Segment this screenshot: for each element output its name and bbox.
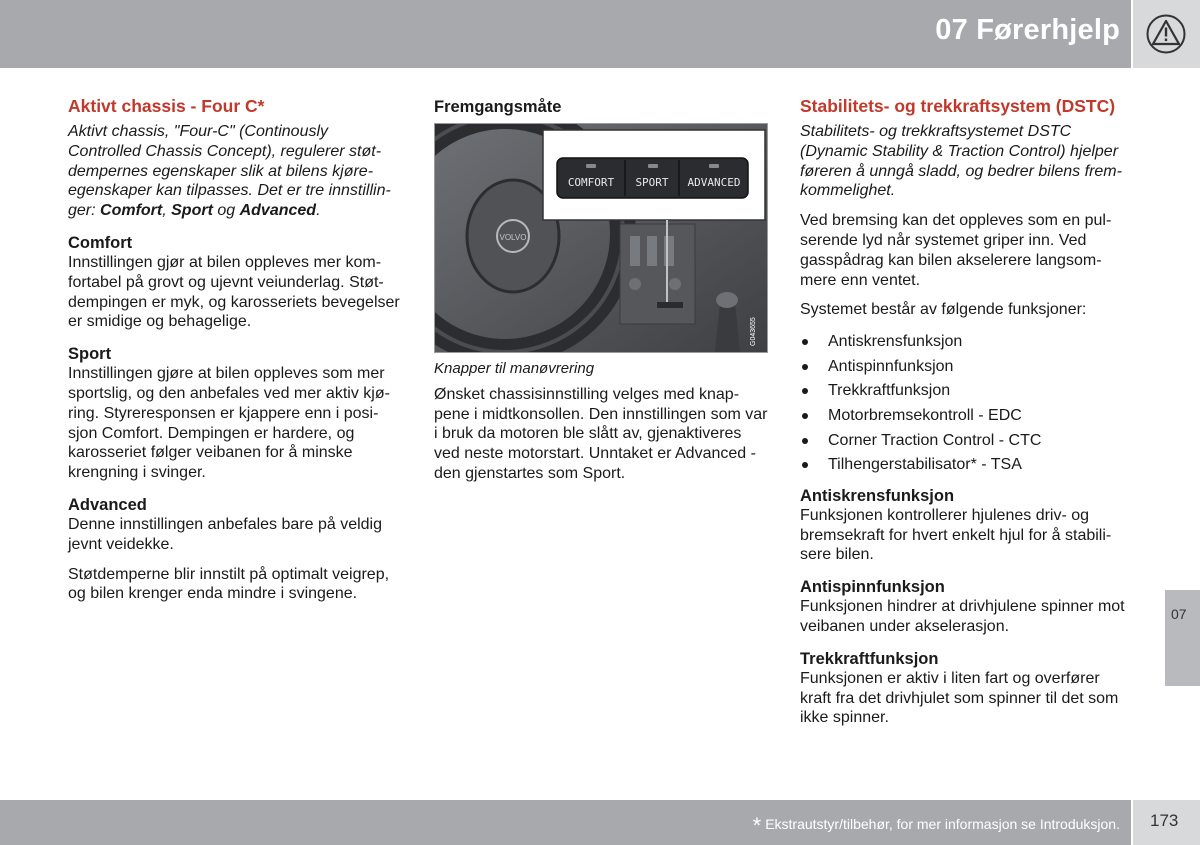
dashboard-figure [434, 123, 768, 353]
figure-code: G043655 [750, 317, 757, 346]
sport-button-label: SPORT [635, 176, 669, 189]
trekkraft-text: Funksjonen er aktiv i liten fart og overfører kraft fra det drivhjulet som spinner til det som ikke spinner. [800, 669, 1119, 727]
dashboard-illustration [435, 124, 767, 352]
sport-text: Innstillingen gjøre at bilen oppleves som mer sportslig, og den anbefales ved mer aktiv kjøring. Styreresponsen er kjappere enn i posisjon Comfort. Dempingen er hardere, og karosseriet følger veibanen for å minske krengning i svinger. [68, 365, 390, 482]
section-title: Aktivt chassis - Four C* [68, 96, 265, 116]
svg-text:VOLVO: VOLVO [499, 233, 527, 242]
antispinn-heading: Antispinnfunksjon [800, 578, 945, 597]
page-number: 173 [1150, 811, 1179, 830]
sport-term: Sport [171, 202, 213, 220]
side-tab-label: 07 [1171, 606, 1187, 622]
advanced-button-label: ADVANCED [687, 176, 741, 189]
advanced-term: Advanced [239, 202, 317, 220]
footnote-star: * [752, 813, 762, 838]
footnote-text: Ekstrautstyr/tilbehør, for mer informasjon se Introduksjon. [765, 816, 1120, 832]
antiskrens-heading: Antiskrensfunksjon [800, 486, 955, 505]
column-dstc [800, 95, 1132, 738]
list-item: Trekkraftfunksjon [800, 379, 1132, 404]
dstc-para1: Ved bremsing kan det oppleves som en pulserende lyd når systemet griper inn. Ved gasspådrag kan bilen akselerere langsommere enn ventet. [800, 212, 1112, 289]
antispinn-text: Funksjonen hindrer at drivhjulene spinner mot veibanen under akselerasjon. [800, 598, 1125, 635]
dstc-intro: Stabilitets- og trekkraftsystemet DSTC (Dynamic Stability & Traction Control) hjelper føreren å unngå sladd, og bedrer bilens fremkommelighet. [800, 123, 1122, 200]
antiskrens-text: Funksjonen kontrollerer hjulenes driv- og bremsekraft for hvert enkelt hjul for å stabilisere bilen. [800, 506, 1112, 564]
list-item: Antiskrensfunksjon [800, 330, 1132, 355]
comfort-term: Comfort [100, 202, 163, 220]
advanced-text: Denne innstillingen anbefales bare på veldig jevnt veidekke. [68, 515, 382, 553]
figure-caption: Knapper til manøvrering [434, 360, 595, 377]
comfort-text: Innstillingen gjør at bilen oppleves mer komfortabel på grovt og ujevnt veiunderlag. Støtdempingen er myk, og karosseriets bevegelser er smidige og behagelige. [68, 253, 400, 331]
warning-triangle-icon [1146, 14, 1186, 54]
sport-heading: Sport [68, 345, 112, 364]
procedure-text: Ønsket chassisinnstilling velges med knappene i midtkonsollen. Den innstillingen som var i bruk da motoren ble slått av, gjenaktiveres ved neste motorstart. Unntaket er Advanced - den gjenstartes som Sport. [434, 385, 768, 482]
closing-text: Støtdemperne blir innstilt på optimalt veigrep, og bilen krenger enda mindre i svingene. [68, 565, 390, 603]
comfort-heading: Comfort [68, 233, 133, 252]
column-fremgangsmate [434, 95, 768, 494]
list-item: Motorbremsekontroll - EDC [800, 404, 1132, 429]
comfort-button-label: COMFORT [567, 176, 615, 189]
function-list [800, 330, 1132, 478]
procedure-heading: Fremgangsmåte [434, 98, 562, 116]
column-aktivt-chassis [68, 95, 402, 614]
dstc-para2: Systemet består av følgende funksjoner: [800, 301, 1087, 319]
warning-box [1133, 0, 1200, 68]
list-item: Corner Traction Control - CTC [800, 429, 1132, 454]
advanced-heading: Advanced [68, 495, 147, 514]
intro-paragraph: Aktivt chassis, "Four-C" (Continously Controlled Chassis Concept), regulerer støtdempernes egenskaper slik at bilens kjøreegenskaper kan tilpasses. Det er tre innstillinger: Comfort, Sport og Advanced. [68, 123, 391, 220]
dstc-title: Stabilitets- og trekkraftsystem (DSTC) [800, 96, 1116, 116]
list-item: Tilhengerstabilisator* - TSA [800, 453, 1132, 478]
chapter-side-tab [1165, 590, 1200, 686]
list-item: Antispinnfunksjon [800, 355, 1132, 380]
chapter-title: 07 Førerhjelp [935, 14, 1120, 46]
trekkraft-heading: Trekkraftfunksjon [800, 649, 939, 668]
footer-note [753, 813, 1120, 839]
